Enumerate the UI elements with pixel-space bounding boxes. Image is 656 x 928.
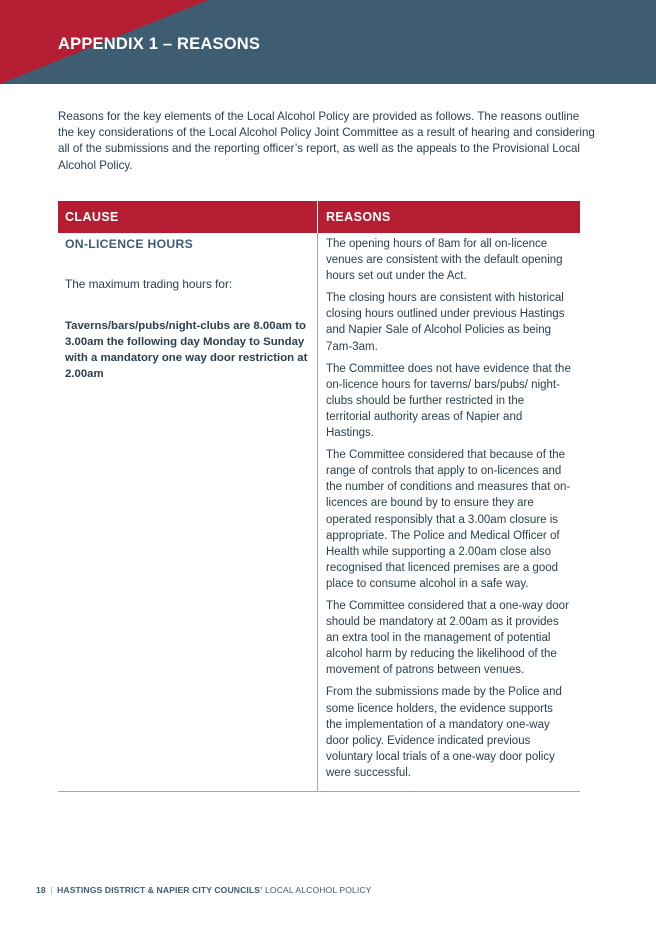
table-row — [58, 233, 580, 792]
max-hours-label: The maximum trading hours for: — [65, 277, 233, 291]
table-header-row — [58, 201, 580, 233]
reason-paragraph: The opening hours of 8am for all on-licence venues are consistent with the default opening hours set out under the Act. — [326, 238, 563, 283]
clause-cell — [58, 233, 318, 791]
reason-paragraph: From the submissions made by the Police and some licence holders, the evidence supports the implementation of a mandatory one-way door policy. Evidence indicated previous voluntary local trials of a one-way door policy were successful. — [326, 686, 562, 779]
clause-bold-text: Taverns/bars/pubs/night-clubs are 8.00am to 3.00am the following day Monday to Sunday with a mandatory one way door restriction at 2.00am — [65, 320, 308, 380]
section-heading: ON-LICENCE HOURS — [65, 237, 194, 251]
footer-org: HASTINGS DISTRICT & NAPIER CITY COUNCILS’ — [57, 885, 263, 895]
page-footer — [36, 885, 371, 895]
reason-paragraph: The Committee considered that because of the range of controls that apply to on-licences and the number of conditions and measures that on-licences are bound by to ensure they are operated responsibly that a 3.00am closure is appropriate. The Police and Medical Officer of Health while supporting a 2.00am close also recognised that licenced premises are a good place to consume alcohol in a safe way. — [326, 449, 571, 590]
reason-paragraph: The Committee does not have evidence that the on-licence hours for taverns/ bars/pubs/ night-clubs should be further restricted in the territorial authority areas of Napier and Hastings. — [326, 362, 571, 440]
intro-paragraph: Reasons for the key elements of the Local Alcohol Policy are provided as follows. The reasons outline the key considerations of the Local Alcohol Policy Joint Committee as a result of hearing and considering all of the submissions and the reporting officer’s report, as well as the appeals to the Provisional Local Alcohol Policy. — [58, 110, 595, 172]
page-title: APPENDIX 1 – REASONS — [58, 35, 261, 53]
footer-separator: | — [50, 885, 53, 895]
page-number: 18 — [36, 885, 46, 895]
reason-paragraph: The closing hours are consistent with historical closing hours outlined under previous Hastings and Napier Sale of Alcohol Policies as being 7am-3am. — [326, 292, 565, 353]
footer-doc-title: LOCAL ALCOHOL POLICY — [265, 885, 372, 895]
clause-column-header: CLAUSE — [58, 201, 318, 233]
reasons-column-header: REASONS — [326, 210, 391, 224]
reasons-cell — [318, 233, 580, 791]
reasons-table — [58, 201, 580, 792]
reason-paragraph: The Committee considered that a one-way door should be mandatory at 2.00am as it provides an extra tool in the management of potential alcohol harm by reducing the likelihood of the movement of patrons between venues. — [326, 599, 569, 677]
header-banner — [0, 0, 656, 84]
